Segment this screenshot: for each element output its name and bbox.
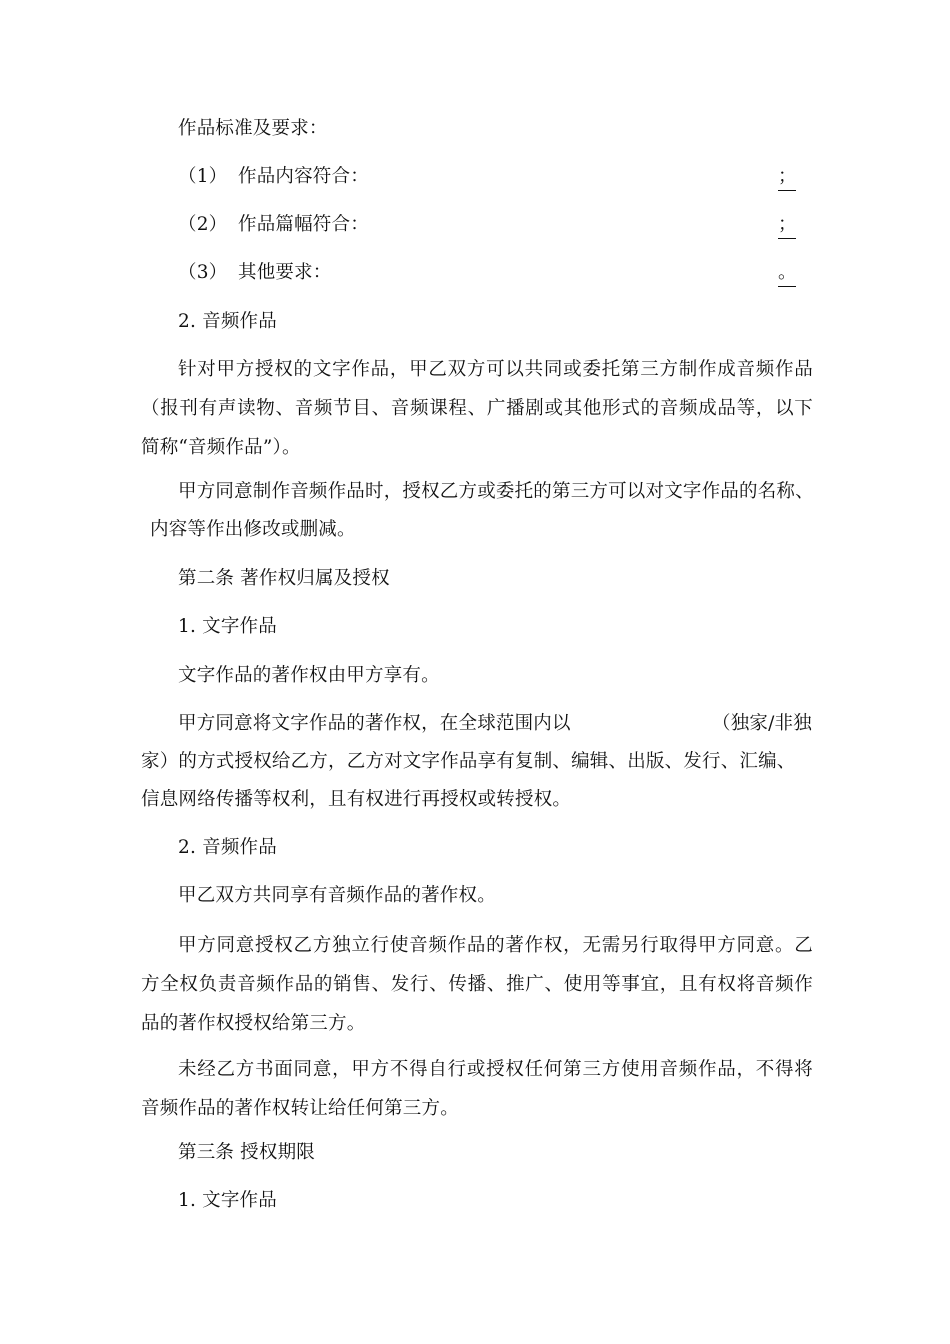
requirement-1-text: 作品内容符合： <box>238 166 369 187</box>
article-2-audio-work-heading: 2. 音频作品 <box>178 837 277 858</box>
requirements-title: 作品标准及要求： <box>178 118 328 139</box>
audio-work-exclusive-use-paragraph: 甲方同意授权乙方独立行使音频作品的著作权，无需另行取得甲方同意。乙方全权负责音频作品的销售、发行、传播、推广、使用等事宜，且有权将音频作品的著作权授权给第三方。 <box>141 935 813 1034</box>
audio-work-joint-copyright: 甲乙双方共同享有音频作品的著作权。 <box>178 885 496 906</box>
requirement-2-text: 作品篇幅符合： <box>238 214 369 235</box>
article-3-heading: 第三条 授权期限 <box>178 1142 315 1163</box>
license-type-option: （独家/非独 <box>712 713 812 734</box>
audio-work-restriction-paragraph: 未经乙方书面同意，甲方不得自行或授权任何第三方使用音频作品，不得将音频作品的著作权转让给任何第三方。 <box>141 1059 813 1119</box>
requirement-3-text: 其他要求： <box>238 262 332 283</box>
requirement-2-blank: ； <box>778 213 796 239</box>
article-2-text-work-heading: 1. 文字作品 <box>178 616 277 637</box>
article-2-heading: 第二条 著作权归属及授权 <box>178 568 390 589</box>
text-work-license-line-2: 家）的方式授权给乙方，乙方对文字作品享有复制、编辑、出版、发行、汇编、 <box>141 751 796 772</box>
text-work-license-line-1: 甲方同意将文字作品的著作权，在全球范围内以 <box>178 713 571 734</box>
requirement-2-number: （2） <box>178 214 228 235</box>
audio-section-heading: 2. 音频作品 <box>178 311 277 332</box>
audio-modification-line-2: 内容等作出修改或删减。 <box>150 519 356 540</box>
article-3-text-work-heading: 1. 文字作品 <box>178 1190 277 1211</box>
text-work-copyright-owner: 文字作品的著作权由甲方享有。 <box>178 665 440 686</box>
requirement-3-blank: 。 <box>778 261 796 287</box>
requirement-3-number: （3） <box>178 262 228 283</box>
requirement-1-blank: ； <box>778 165 796 191</box>
text-work-license-line-3: 信息网络传播等权利，且有权进行再授权或转授权。 <box>141 789 572 810</box>
audio-modification-line-1: 甲方同意制作音频作品时，授权乙方或委托的第三方可以对文字作品的名称、 <box>178 481 814 502</box>
audio-definition-paragraph: 针对甲方授权的文字作品，甲乙双方可以共同或委托第三方制作成音频作品（报刊有声读物、音频节目、音频课程、广播剧或其他形式的音频成品等，以下简称“音频作品”）。 <box>141 359 813 458</box>
requirement-1-number: （1） <box>178 166 228 187</box>
